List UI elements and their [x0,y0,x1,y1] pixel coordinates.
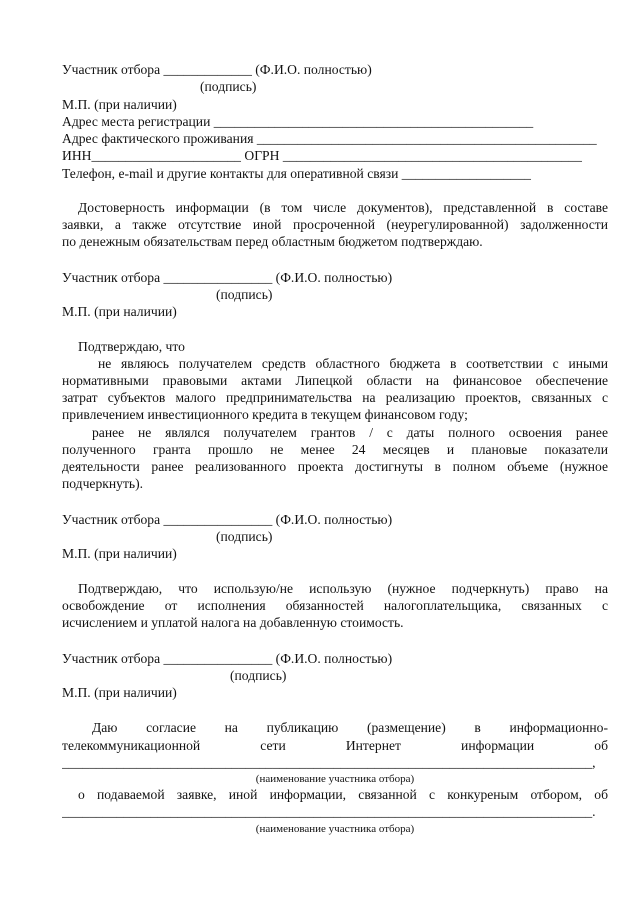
participant-name-caption-2: (наименование участника отбора) [255,823,415,835]
signature-caption-2: (подпись) [216,287,273,302]
vat-paragraph-line-2: освобождение от исполнения обязанностей налогоплательщика, связанных с [62,598,608,613]
reliability-paragraph-line-2: заявки, а также отсутствие иной просроченной (неурегулированной) задолженности [62,217,608,232]
participant-signature-line-2: Участник отбора ________________ (Ф.И.О. полностью) [62,270,393,285]
signature-caption-1: (подпись) [200,79,257,94]
confirmation-line-7: деятельности ранее реализованного проекта достигнуты в полном объеме (нужное [62,459,608,474]
confirmation-line-2: нормативными правовыми актами Липецкой области на финансовое обеспечение [62,373,608,388]
confirmation-line-1: не являюсь получателем средств областного бюджета в соответствии с иными [98,356,608,371]
consent-line-3: о подаваемой заявке, иной информации, связанной с конкуреным отбором, об [78,787,608,802]
signature-caption-3: (подпись) [216,529,273,544]
confirmation-line-4: привлечением инвестиционного кредита в текущем финансовом году; [62,407,468,422]
seal-note-3: М.П. (при наличии) [62,546,177,561]
participant-name-caption-1: (наименование участника отбора) [255,773,415,785]
registration-address-line: Адрес места регистрации _______________________________________________ [62,114,534,129]
actual-address-line: Адрес фактического проживания __________________________________________________ [62,131,597,146]
seal-note-1: М.П. (при наличии) [62,97,177,112]
confirmation-line-6: полученного гранта прошло не менее 24 месяцев и плановые показатели [62,442,608,457]
vat-paragraph-line-3: исчислением и уплатой налога на добавленную стоимость. [62,615,404,630]
vat-paragraph-line-1: Подтверждаю, что использую/не использую (нужное подчеркнуть) право на [78,581,608,596]
seal-note-2: М.П. (при наличии) [62,304,177,319]
confirmation-intro: Подтверждаю, что [78,339,185,354]
inn-ogrn-line: ИНН______________________ ОГРН ____________________________________________ [62,148,582,163]
reliability-paragraph-line-1: Достоверность информации (в том числе документов), представленной в составе [78,200,608,215]
reliability-paragraph-line-3: по денежным обязательствам перед областным бюджетом подтверждаю. [62,234,483,249]
confirmation-line-8: подчеркнуть). [62,476,144,491]
participant-signature-line-1: Участник отбора _____________ (Ф.И.О. полностью) [62,62,372,77]
seal-note-4: М.П. (при наличии) [62,685,177,700]
confirmation-line-5: ранее не являлся получателем грантов / с даты полного освоения ранее [92,425,608,440]
participant-name-blank-2: ______________________________________________________________________________. [62,804,596,819]
signature-caption-4: (подпись) [230,668,287,683]
consent-line-2: телекоммуникационной сети Интернет информации об [62,738,608,753]
participant-signature-line-4: Участник отбора ________________ (Ф.И.О. полностью) [62,651,393,666]
participant-signature-line-3: Участник отбора ________________ (Ф.И.О. полностью) [62,512,393,527]
participant-name-blank-1: ______________________________________________________________________________, [62,755,596,770]
confirmation-line-3: затрат субъектов малого предпринимательства на реализацию проектов, связанных с [62,390,608,405]
contacts-line: Телефон, e-mail и другие контакты для оперативной связи ___________________ [62,166,531,181]
consent-line-1: Даю согласие на публикацию (размещение) в информационно- [92,720,608,735]
